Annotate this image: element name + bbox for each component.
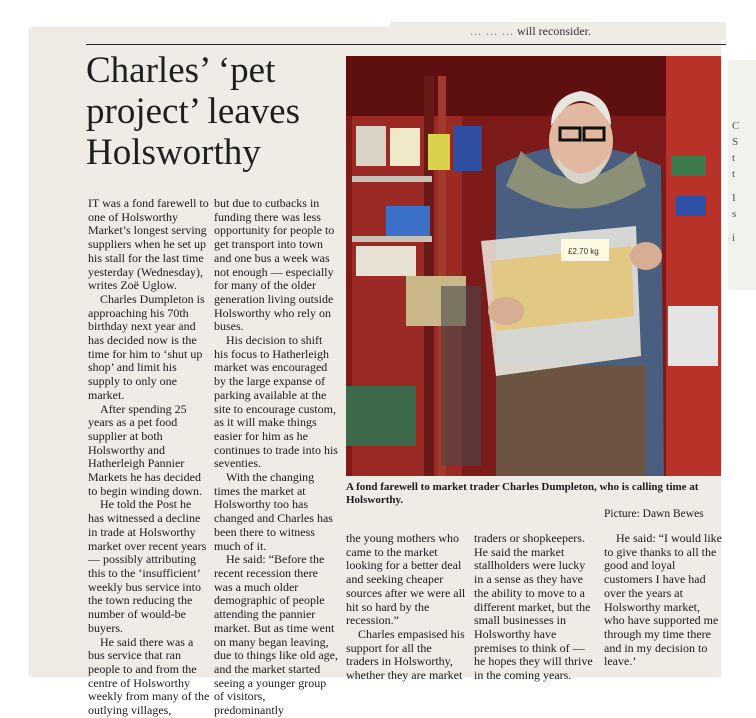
- adjacent-article-edge: C S t t I s i: [728, 60, 756, 290]
- paragraph: He said there was a bus service that ran people to and from the centre of Holsworthy weekly from many of the outlying villages,: [88, 634, 210, 718]
- headline: Charles’ ‘pet project’ leaves Holsworthy: [86, 50, 300, 173]
- article-column-5: [604, 532, 722, 669]
- article-column-1: [88, 197, 210, 718]
- paragraph: His decision to shift his focus to Hatherleigh market was encouraged by the large expanse of parking available at the site to encourage custom, as it will make things easier for him as he continues to trade into his seventies.: [214, 333, 338, 471]
- paragraph: He said: “I would like to give thanks to all the good and loyal customers I have had over the years at Holsworthy market, who have supported me through my time there and in my decision to leave.’: [604, 531, 722, 669]
- paragraph: He told the Post he has witnessed a decline in trade at Holsworthy market over recent years — possibly attributing this to the ‘insufficient’ weekly bus service into the town reducing the number of would-be buyers.: [88, 497, 207, 635]
- headline-rule: [86, 44, 726, 45]
- paragraph: traders or shopkeepers. He said the market stallholders were lucky in a sense as they have the ability to move to a different market, but the small businesses in Holsworthy have premises to think of — he hopes they will thrive in the coming years.: [474, 531, 593, 683]
- cut-text: ... ... ...: [470, 24, 514, 38]
- paragraph: IT was a fond farewell to one of Holsworthy Market’s longest serving suppliers when he set up his stall for the last time yesterday (Wednesday), writes Zoë Uglow.: [88, 196, 209, 293]
- snippet-text: will reconsider.: [517, 24, 591, 38]
- paragraph: the young mothers who came to the market looking for a better deal and seeking cheaper sources after we were all hit so hard by the recession.”: [346, 531, 466, 628]
- previous-article-snippet: [470, 24, 591, 39]
- photo-credit: Picture: Dawn Bewes: [604, 508, 704, 520]
- paragraph: After spending 25 years as a pet food supplier at both Holsworthy and Hatherleigh Pannier Markets he has decided to begin winding down.: [88, 401, 202, 498]
- article-column-2: [214, 197, 338, 718]
- paragraph: but due to cutbacks in funding there was less opportunity for people to get transport into town and one bus a week was not enough — especially for many of the older generation living outside Holsworthy who rely on buses.: [214, 196, 335, 334]
- paragraph: He said: “Before the recent recession there was a much older demographic of people attending the pannier market. But as time went on many began leaving, due to things like old age, and the market started seeing a younger group of visitors, predominantly: [214, 552, 338, 718]
- paragraph: Charles empasised his support for all the traders in Holsworthy, whether they are market: [346, 626, 465, 683]
- paragraph: Charles Dumpleton is approaching his 70th birthday next year and has decided now is the time for him to ‘shut up shop’ and limit his supply to only one market.: [88, 291, 205, 402]
- paragraph: With the changing times the market at Holsworthy too has changed and Charles has been there to witness much of it.: [214, 470, 333, 553]
- photo-caption: A fond farewell to market trader Charles Dumpleton, who is calling time at Holsworthy.: [346, 481, 699, 506]
- man-holding-tray-photo: [346, 56, 721, 476]
- photo-illustration: [346, 56, 721, 476]
- article-column-4: [474, 532, 594, 683]
- tray-label: £2.70 kg: [568, 247, 599, 256]
- article-column-3: [346, 532, 466, 683]
